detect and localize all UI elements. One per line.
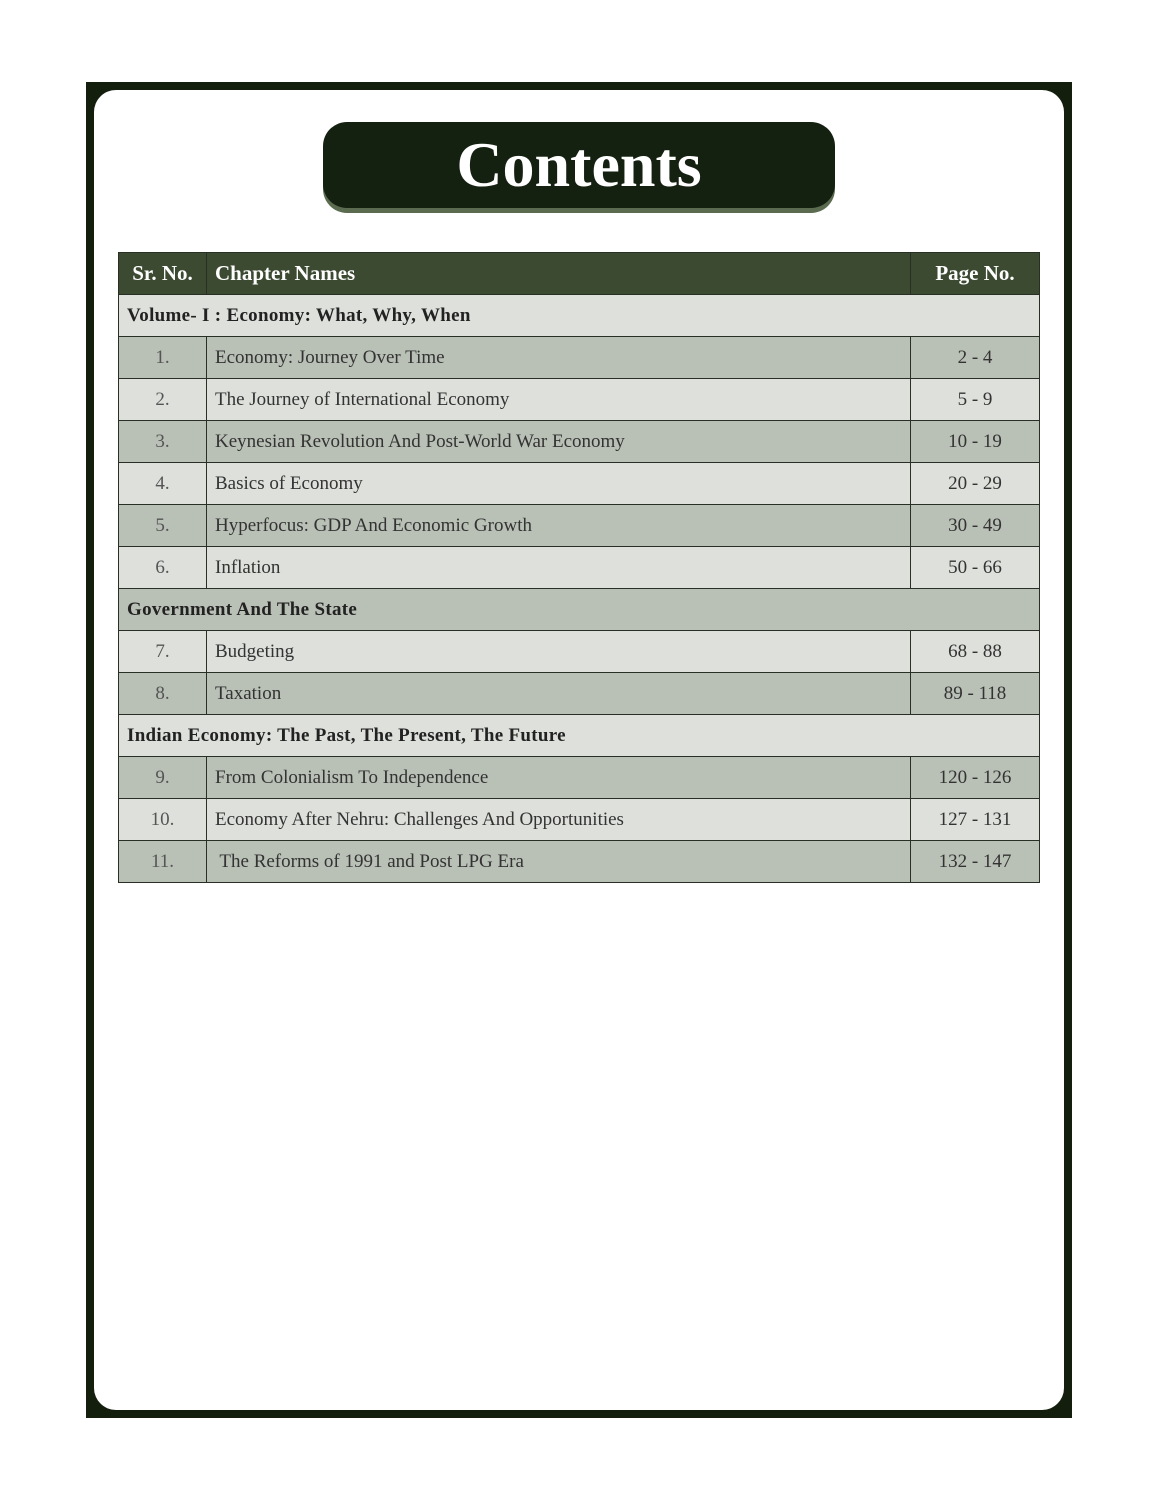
header-page-no: Page No. <box>911 253 1040 295</box>
sr-no: 2. <box>119 379 207 421</box>
page-range: 68 - 88 <box>911 631 1040 673</box>
table-row <box>119 757 1040 799</box>
page-range: 132 - 147 <box>911 841 1040 883</box>
page-range: 5 - 9 <box>911 379 1040 421</box>
header-chapter-names: Chapter Names <box>207 253 911 295</box>
table-row <box>119 463 1040 505</box>
chapter-name: The Journey of International Economy <box>207 379 911 421</box>
contents-table <box>118 252 1040 883</box>
table-row <box>119 673 1040 715</box>
table-row <box>119 421 1040 463</box>
section-title: Indian Economy: The Past, The Present, The Future <box>119 715 1040 757</box>
table-row <box>119 799 1040 841</box>
table-row <box>119 841 1040 883</box>
chapter-name: The Reforms of 1991 and Post LPG Era <box>207 841 911 883</box>
table-row <box>119 505 1040 547</box>
sr-no: 5. <box>119 505 207 547</box>
page-range: 50 - 66 <box>911 547 1040 589</box>
page-range: 120 - 126 <box>911 757 1040 799</box>
sr-no: 1. <box>119 337 207 379</box>
header-sr-no: Sr. No. <box>119 253 207 295</box>
sr-no: 3. <box>119 421 207 463</box>
chapter-name: Budgeting <box>207 631 911 673</box>
contents-title: Contents <box>323 122 835 208</box>
section-row <box>119 295 1040 337</box>
chapter-name: Economy After Nehru: Challenges And Opportunities <box>207 799 911 841</box>
sr-no: 4. <box>119 463 207 505</box>
chapter-name: Hyperfocus: GDP And Economic Growth <box>207 505 911 547</box>
chapter-name: Inflation <box>207 547 911 589</box>
section-row <box>119 715 1040 757</box>
sr-no: 10. <box>119 799 207 841</box>
sr-no: 8. <box>119 673 207 715</box>
table-row <box>119 379 1040 421</box>
chapter-name: Economy: Journey Over Time <box>207 337 911 379</box>
section-title: Volume- I : Economy: What, Why, When <box>119 295 1040 337</box>
page-range: 30 - 49 <box>911 505 1040 547</box>
chapter-name: Basics of Economy <box>207 463 911 505</box>
section-title: Government And The State <box>119 589 1040 631</box>
page-range: 89 - 118 <box>911 673 1040 715</box>
page-range: 10 - 19 <box>911 421 1040 463</box>
chapter-name: Taxation <box>207 673 911 715</box>
sr-no: 11. <box>119 841 207 883</box>
sr-no: 9. <box>119 757 207 799</box>
sr-no: 7. <box>119 631 207 673</box>
chapter-name: Keynesian Revolution And Post-World War Economy <box>207 421 911 463</box>
page-range: 127 - 131 <box>911 799 1040 841</box>
chapter-name: From Colonialism To Independence <box>207 757 911 799</box>
page-range: 20 - 29 <box>911 463 1040 505</box>
table-header <box>119 253 1040 295</box>
table-row <box>119 631 1040 673</box>
table-row <box>119 547 1040 589</box>
page-range: 2 - 4 <box>911 337 1040 379</box>
table-row <box>119 337 1040 379</box>
section-row <box>119 589 1040 631</box>
sr-no: 6. <box>119 547 207 589</box>
